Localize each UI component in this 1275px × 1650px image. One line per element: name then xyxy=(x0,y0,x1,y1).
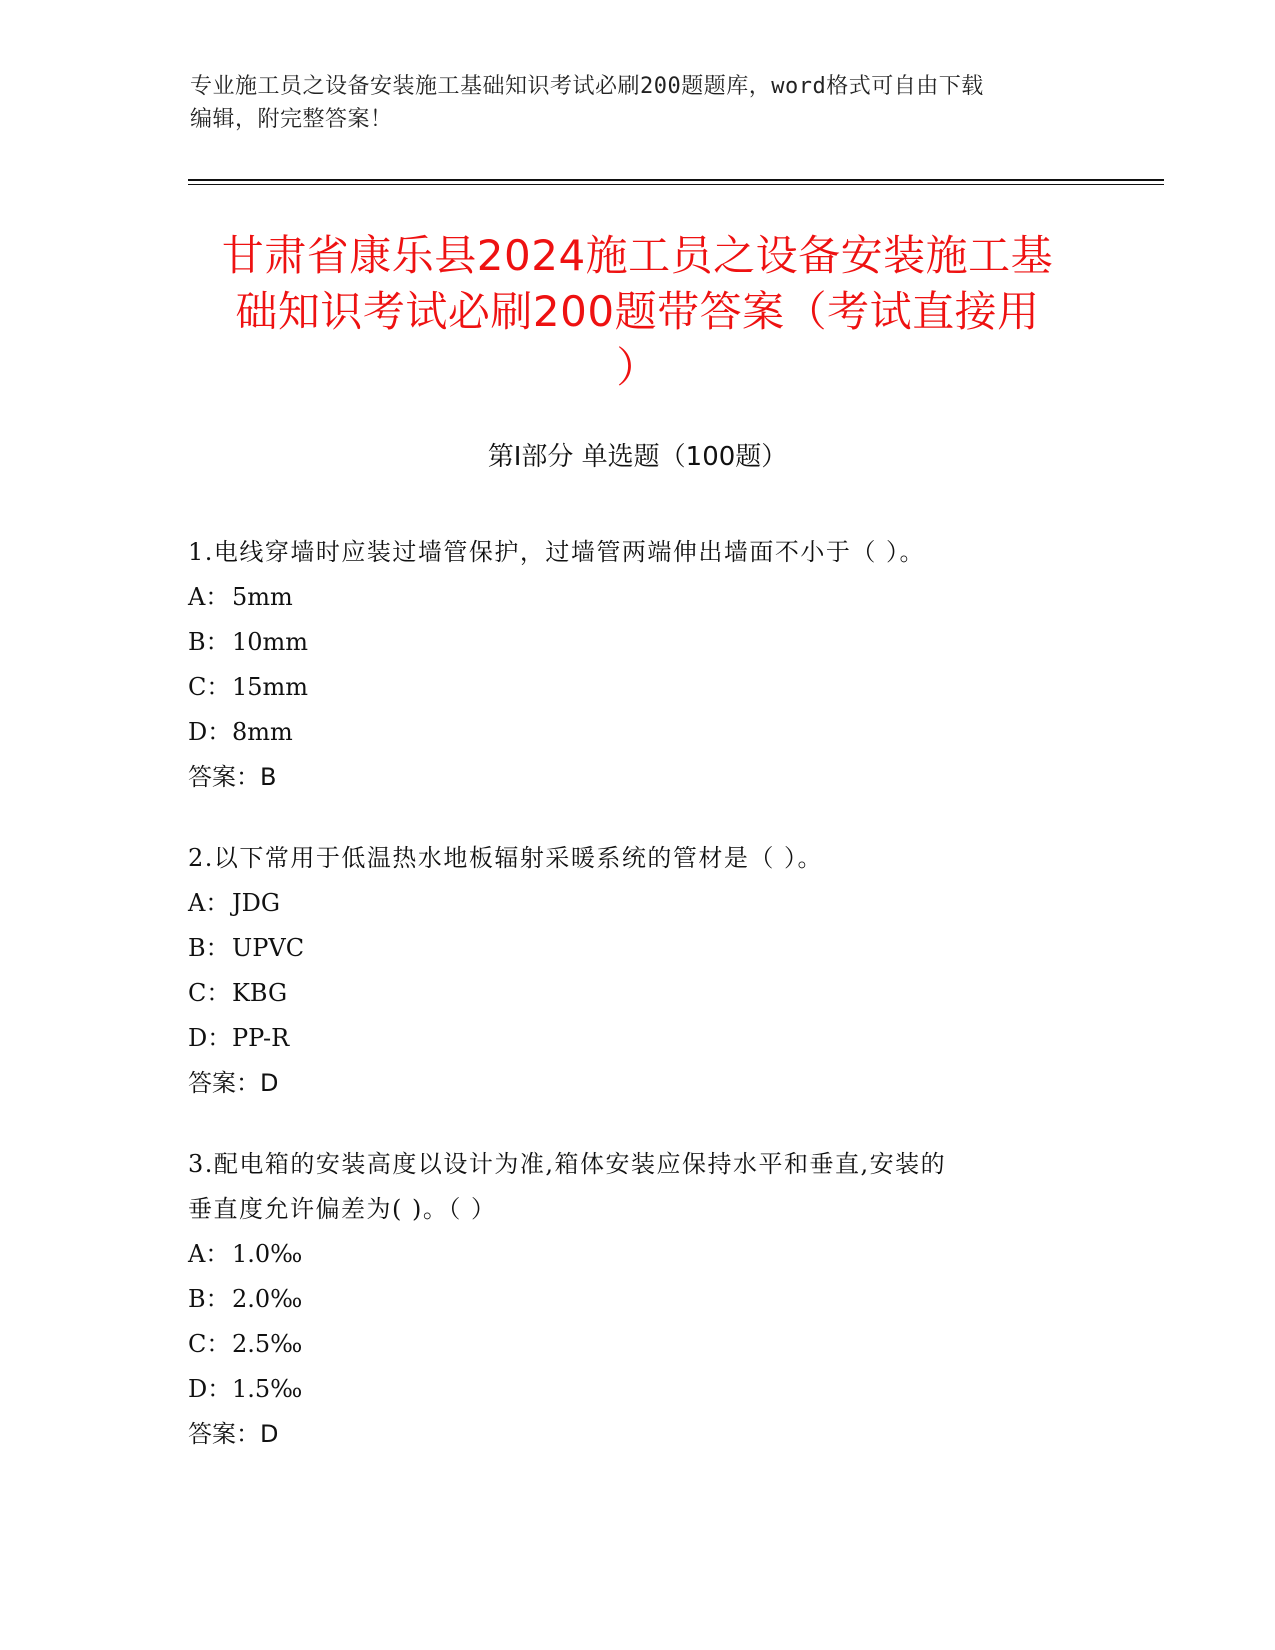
question-option xyxy=(188,881,1088,926)
header-note-line: 编辑，附完整答案！ xyxy=(190,107,393,132)
option-text: 2.0‰ xyxy=(232,1285,303,1313)
option-text: 15mm xyxy=(232,673,309,701)
section-title: 第I部分 单选题（100题） xyxy=(487,442,788,472)
option-key: C： xyxy=(188,979,231,1007)
question-list xyxy=(188,530,1088,1493)
question-item xyxy=(188,1142,1088,1457)
option-text: 1.0‰ xyxy=(232,1240,303,1268)
option-key: B： xyxy=(188,1285,230,1313)
option-text: 10mm xyxy=(232,628,309,656)
option-text: 8mm xyxy=(232,718,293,746)
option-key: D： xyxy=(188,1024,232,1052)
question-option xyxy=(188,575,1088,620)
option-key: C： xyxy=(188,673,231,701)
question-option xyxy=(188,1232,1088,1277)
option-text: UPVC xyxy=(232,934,305,962)
question-option xyxy=(188,1277,1088,1322)
question-option xyxy=(188,926,1088,971)
option-key: D： xyxy=(188,1375,232,1403)
question-stem: 垂直度允许偏差为( )。（ ） xyxy=(188,1195,497,1223)
question-stem: 2.以下常用于低温热水地板辐射采暖系统的管材是（ ）。 xyxy=(188,844,824,872)
header-note xyxy=(190,70,1090,136)
question-option xyxy=(188,1367,1088,1412)
option-key: A： xyxy=(188,583,230,611)
option-text: 2.5‰ xyxy=(232,1330,303,1358)
option-text: 1.5‰ xyxy=(232,1375,303,1403)
option-text: 5mm xyxy=(232,583,293,611)
header-note-line: 专业施工员之设备安装施工基础知识考试必刷200题题库，word格式可自由下载 xyxy=(190,74,984,99)
question-option xyxy=(188,1016,1088,1061)
option-text: KBG xyxy=(232,979,288,1007)
option-key: D： xyxy=(188,718,232,746)
option-key: B： xyxy=(188,934,230,962)
option-key: A： xyxy=(188,1240,230,1268)
question-option xyxy=(188,620,1088,665)
option-key: A： xyxy=(188,889,230,917)
question-option xyxy=(188,1322,1088,1367)
option-text: JDG xyxy=(232,889,281,917)
question-answer: 答案：D xyxy=(188,1069,279,1097)
question-stem: 1.电线穿墙时应装过墙管保护，过墙管两端伸出墙面不小于（ ）。 xyxy=(188,538,926,566)
document-title-line: ） xyxy=(616,343,659,392)
document-title-line: 础知识考试必刷200题带答案（考试直接用 xyxy=(235,287,1040,336)
question-option xyxy=(188,665,1088,710)
question-option xyxy=(188,710,1088,755)
question-answer: 答案：D xyxy=(188,1420,279,1448)
question-option xyxy=(188,971,1088,1016)
question-item xyxy=(188,530,1088,800)
question-item xyxy=(188,836,1088,1106)
question-stem: 3.配电箱的安装高度以设计为准,箱体安装应保持水平和垂直,安装的 xyxy=(188,1150,947,1178)
document-title xyxy=(185,228,1090,396)
document-title-line: 甘肃省康乐县2024施工员之设备安装施工基 xyxy=(221,231,1054,280)
option-text: PP-R xyxy=(232,1024,290,1052)
option-key: C： xyxy=(188,1330,231,1358)
header-divider xyxy=(188,179,1164,181)
header-divider xyxy=(188,184,1164,185)
option-key: B： xyxy=(188,628,230,656)
question-answer: 答案：B xyxy=(188,763,277,791)
